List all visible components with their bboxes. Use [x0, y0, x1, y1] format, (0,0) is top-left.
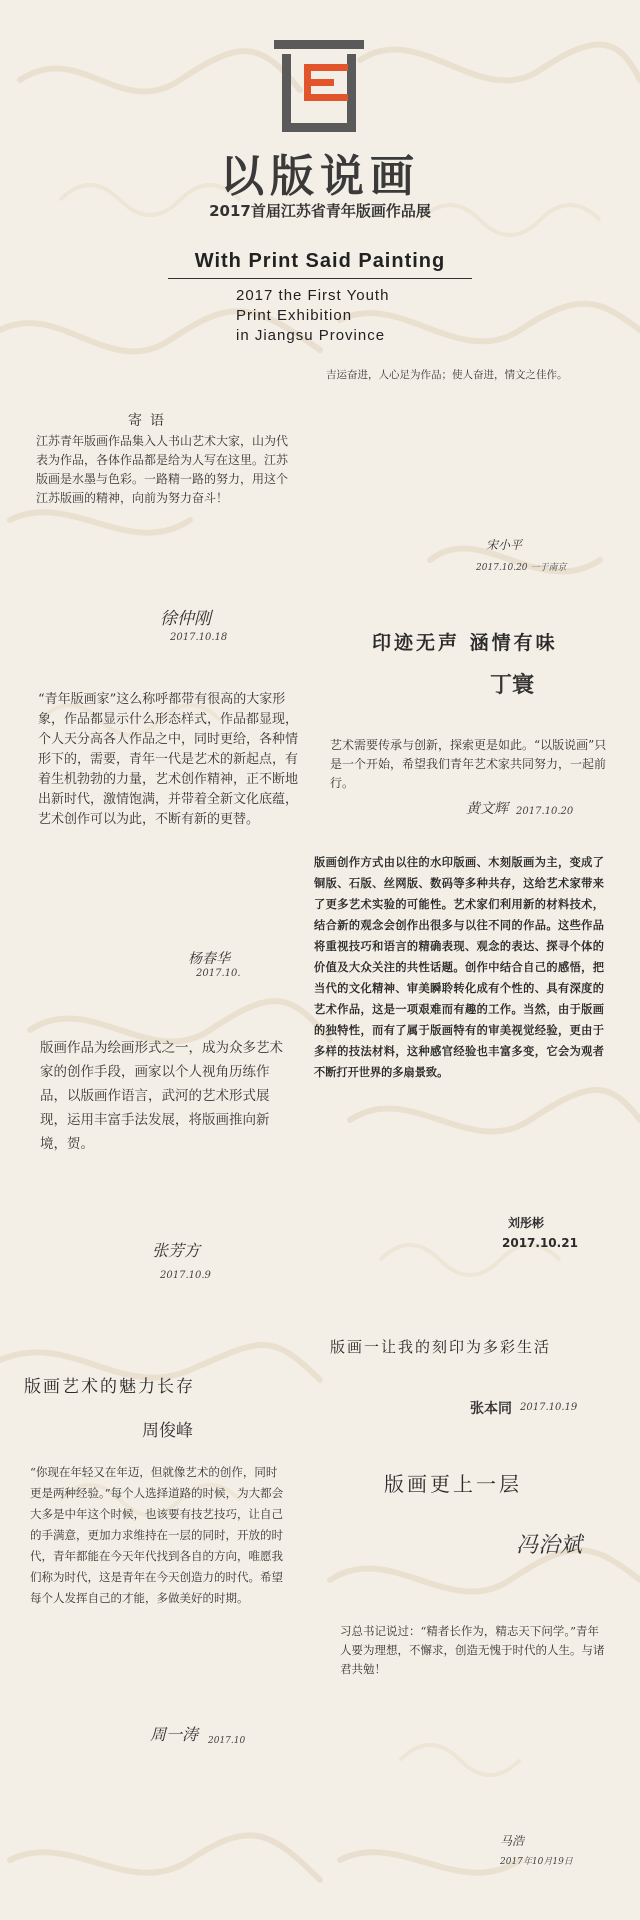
message-8-date: 2017.10.19 [520, 1402, 578, 1413]
print-frame-logo-icon [274, 40, 364, 132]
message-12-signature: 马浩 [500, 1834, 525, 1848]
message-11-date: 2017.10 [208, 1736, 246, 1746]
message-9-title: 版画艺术的魅力长存 [24, 1377, 195, 1397]
title-divider [168, 278, 472, 279]
message-1-text: 江苏青年版画作品集入人书山艺术大家，山为代表为作品，各体作品都是给为人写在这里。江苏版画是水墨与色彩。一路精一路的努力，用这个江苏版画的精神，向前为努力奋斗！ [36, 434, 289, 505]
message-7-signature: 张芳方 [152, 1241, 201, 1260]
message-4-date: 2017.10. [196, 968, 241, 979]
message-5-text: 艺术需要传承与创新，探索更是如此。“以版说画”只是一个开始，希望我们青年艺术家共同努力，一起前行。 [330, 738, 607, 790]
message-8-title: 版画一让我的刻印为多彩生活 [330, 1338, 552, 1356]
message-1-heading: 寄语 [128, 413, 172, 429]
message-3-title: 印迹无声 涵情有味 [372, 632, 558, 654]
message-3-signature: 丁寰 [490, 672, 535, 698]
message-2-date: 2017.10.20 一于南京 [476, 563, 567, 573]
message-10-signature: 冯治斌 [516, 1533, 583, 1558]
message-10-title: 版画更上一层 [384, 1472, 522, 1496]
message-2-signature: 宋小平 [486, 538, 523, 552]
exhibition-title: 以版说画 [220, 151, 420, 202]
en-line-2: Print Exhibition [236, 307, 353, 324]
message-4-signature: 杨春华 [188, 951, 230, 967]
message-4-text: “青年版画家”这么称呼都带有很高的大家形象，作品都显示什么形态样式，作品都显现，个人天分高各人作品之中，同时更给，各种情形下的，需要，青年一代是艺术的新起点，有着生机勃勃的力量，艺术创作精神，正不断地出新时代，激情饱满，并带着全新文化底蕴，艺术创作可以为此，不断有新的更替。 [38, 692, 299, 827]
message-7-text: 版画作品为绘画形式之一，成为众多艺术家的创作手段，画家以个人视角历练作品，以版画作语言，武河的艺术形式展现，运用丰富手法发展，将版画推向新境，贺。 [40, 1040, 283, 1152]
message-9-signature: 周俊峰 [142, 1421, 193, 1441]
message-1-date: 2017.10.18 [170, 632, 228, 643]
message-1-signature: 徐仲刚 [160, 609, 211, 629]
message-11-text: “你现在年轻又在年迈，但就像艺术的创作，同时更是两种经验。”每个人选择道路的时候，为大都会大多是中年这个时候，也该要有技艺技巧，让自己的手满意，更加力求维持在一层的同时，开放的时代，青年都能在今天年代找到各自的方向，唯愿我们称为时代，这是青年在今天创造力的时代。希望每个人发挥自己的才能，多做美好的时期。 [30, 1465, 284, 1605]
exhibition-subtitle-cn: 2017首届江苏省青年版画作品展 [209, 202, 431, 220]
message-7-date: 2017.10.9 [160, 1270, 211, 1281]
message-5-date: 2017.10.20 [516, 806, 574, 817]
message-6-text: 版画创作方式由以往的水印版画、木刻版画为主，变成了铜版、石版、丝网版、数码等多种共存，这给艺术家带来了更多艺术实验的可能性。艺术家们利用新的材料技术，结合新的观念会创作出很多与以往不同的作品。这些作品将重视技巧和语言的精确表现、观念的表达、探寻个体的价值及大众关注的共性话题。创作中结合自己的感悟，把当代的文化精神、审美瞬聆转化成有个性的、具有深度的艺术作品，这是一项艰难而有趣的工作。当然，由于版画的独特性，而有了属于版画特有的审美视觉经验，更由于多样的技法材料，这种感官经验也丰富多变，它会为观者不断打开世界的多扇景致。 [314, 856, 604, 1079]
exhibition-subtitle-en-lines [236, 286, 389, 346]
message-12-text: 习总书记说过：“精者长作为，精志天下问学。”青年人要为理想，不懈求，创造无愧于时代的人生。与诸君共勉！ [340, 1624, 605, 1676]
message-6-signature: 刘彤彬 [508, 1216, 545, 1230]
en-line-3: in Jiangsu Province [236, 327, 386, 344]
message-12-date: 2017年10月19日 [500, 1857, 573, 1867]
message-6-date: 2017.10.21 [502, 1236, 578, 1250]
en-line-1: 2017 the First Youth [236, 287, 390, 304]
message-5-signature: 黄文辉 [466, 801, 508, 817]
message-11-signature: 周一涛 [150, 1725, 199, 1744]
message-8-signature: 张本同 [470, 1401, 512, 1417]
exhibition-subtitle-en: With Print Said Painting [194, 250, 446, 272]
message-2-text: 吉运奋进，人心足为作品；使人奋进，情文之佳作。 [326, 369, 568, 381]
